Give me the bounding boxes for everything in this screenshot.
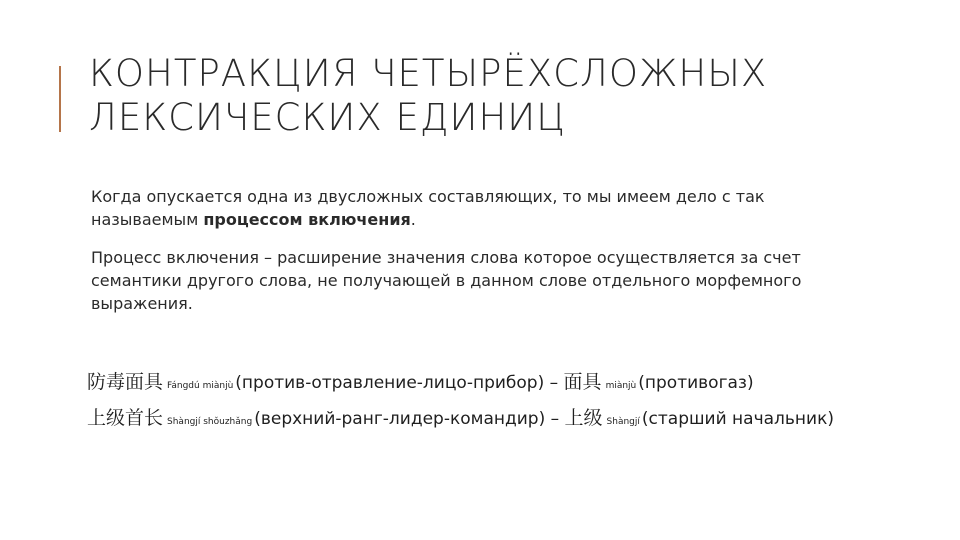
example-1-short-pinyin: miànjù [605, 381, 637, 391]
paragraph-definition-end: . [410, 210, 416, 229]
example-2-short-gloss: (старший начальник) [641, 409, 834, 429]
title-line-2: ЛЕКСИЧЕСКИХ ЕДИНИЦ [89, 96, 566, 139]
example-1-hanzi: 防毒面具 [87, 371, 164, 393]
title-line-1: КОНТРАКЦИЯ ЧЕТЫРЁХСЛОЖНЫХ [89, 52, 768, 95]
example-1-dash: – [549, 373, 559, 393]
example-2 [87, 402, 867, 439]
bold-term: процессом включения [203, 210, 411, 229]
example-1-gloss: (против-отравление-лицо-прибор) [235, 373, 545, 393]
paragraph-explanation: Процесс включения – расширение значения слова которое осуществляется за счет семантики другого слова, не получающей в данном слове отдельного морфемного выражения. [91, 248, 802, 313]
example-1 [87, 366, 867, 403]
example-1-short-gloss: (противогаз) [638, 373, 754, 393]
paragraph-definition [91, 185, 851, 231]
example-2-dash: – [550, 409, 560, 429]
example-1-pinyin: Fángdú miànjù [167, 381, 234, 391]
example-2-short-pinyin: Shàngjí [606, 417, 640, 427]
slide-title [89, 52, 929, 140]
title-accent-bar [59, 66, 61, 132]
example-2-pinyin: Shàngjí shǒuzhǎng [167, 417, 253, 427]
example-2-hanzi: 上级首长 [87, 407, 164, 429]
example-1-short-hanzi: 面具 [563, 371, 602, 393]
example-2-short-hanzi: 上级 [564, 407, 603, 429]
paragraph-definition-text: Когда опускается одна из двусложных составляющих, то мы имеем дело с так называемым [91, 187, 765, 229]
example-2-gloss: (верхний-ранг-лидер-командир) [254, 409, 546, 429]
